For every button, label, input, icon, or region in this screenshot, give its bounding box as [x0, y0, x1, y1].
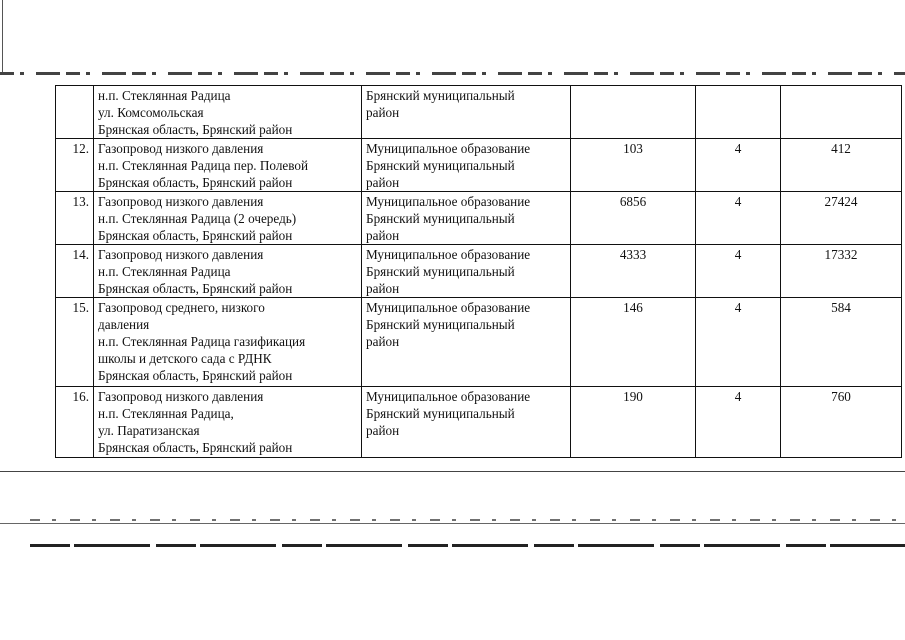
page-divider-line-lower: [0, 523, 905, 524]
object-name-line: Брянская область, Брянский район: [98, 122, 293, 137]
quantity-cell: [696, 86, 781, 139]
row-number-cell: 14.: [56, 245, 94, 298]
table-body: [56, 86, 902, 458]
table-row: [56, 245, 902, 298]
owner-line: район: [366, 175, 400, 190]
value-cell: 103: [571, 139, 696, 192]
owner-line: Брянский муниципальный: [366, 264, 515, 279]
owner-cell: [362, 86, 571, 139]
page-divider-line: [0, 471, 905, 472]
owner-line: район: [366, 281, 400, 296]
quantity-cell: 4: [696, 298, 781, 387]
scan-dash-artifact-bottom: [30, 544, 905, 547]
value-cell: [571, 86, 696, 139]
owner-cell: [362, 298, 571, 387]
row-number-cell: 12.: [56, 139, 94, 192]
object-name-line: Брянская область, Брянский район: [98, 368, 293, 383]
object-name-line: Брянская область, Брянский район: [98, 228, 293, 243]
table-row: [56, 298, 902, 387]
object-name-cell: [94, 192, 362, 245]
object-name-line: Газопровод низкого давления: [98, 194, 264, 209]
owner-line: Муниципальное образование: [366, 194, 531, 209]
table-row: [56, 192, 902, 245]
total-cell: 27424: [781, 192, 902, 245]
object-name-line: Газопровод низкого давления: [98, 141, 264, 156]
object-name-line: Брянская область, Брянский район: [98, 281, 293, 296]
owner-cell: [362, 139, 571, 192]
owner-cell: [362, 245, 571, 298]
object-name-cell: [94, 387, 362, 458]
owner-line: Брянский муниципальный: [366, 211, 515, 226]
owner-line: Муниципальное образование: [366, 389, 531, 404]
table-row: [56, 86, 902, 139]
object-name-line: н.п. Стеклянная Радица газификация: [98, 334, 306, 349]
object-name-line: н.п. Стеклянная Радица: [98, 88, 231, 103]
owner-line: район: [366, 105, 400, 120]
value-cell: 6856: [571, 192, 696, 245]
total-cell: [781, 86, 902, 139]
row-number-cell: 15.: [56, 298, 94, 387]
object-name-cell: [94, 139, 362, 192]
owner-line: Муниципальное образование: [366, 300, 531, 315]
total-cell: 17332: [781, 245, 902, 298]
owner-cell: [362, 387, 571, 458]
owner-line: Муниципальное образование: [366, 141, 531, 156]
quantity-cell: 4: [696, 192, 781, 245]
value-cell: 4333: [571, 245, 696, 298]
scan-edge-artifact: [2, 0, 3, 72]
table-row: [56, 139, 902, 192]
object-name-line: Газопровод среднего, низкого: [98, 300, 265, 315]
total-cell: 760: [781, 387, 902, 458]
object-name-line: н.п. Стеклянная Радица (2 очередь): [98, 211, 297, 226]
scan-dash-artifact-middle: [30, 519, 905, 521]
object-name-line: Газопровод низкого давления: [98, 389, 264, 404]
object-name-line: Брянская область, Брянский район: [98, 440, 293, 455]
quantity-cell: 4: [696, 245, 781, 298]
scan-dash-artifact-top: [0, 72, 905, 75]
owner-line: Брянский муниципальный: [366, 317, 515, 332]
owner-line: Брянский муниципальный: [366, 158, 515, 173]
table-row: [56, 387, 902, 458]
total-cell: 584: [781, 298, 902, 387]
owner-line: район: [366, 334, 400, 349]
owner-line: Брянский муниципальный: [366, 406, 515, 421]
value-cell: 146: [571, 298, 696, 387]
object-name-line: н.п. Стеклянная Радица: [98, 264, 231, 279]
object-name-line: ул. Комсомольская: [98, 105, 204, 120]
object-name-line: Газопровод низкого давления: [98, 247, 264, 262]
row-number-cell: [56, 86, 94, 139]
quantity-cell: 4: [696, 387, 781, 458]
owner-line: Брянский муниципальный: [366, 88, 515, 103]
object-name-cell: [94, 298, 362, 387]
owner-line: Муниципальное образование: [366, 247, 531, 262]
object-name-line: давления: [98, 317, 150, 332]
gas-pipeline-table: [55, 85, 902, 458]
owner-line: район: [366, 423, 400, 438]
owner-cell: [362, 192, 571, 245]
object-name-line: школы и детского сада с РДНК: [98, 351, 272, 366]
object-name-line: н.п. Стеклянная Радица пер. Полевой: [98, 158, 309, 173]
object-name-cell: [94, 86, 362, 139]
object-name-line: Брянская область, Брянский район: [98, 175, 293, 190]
object-name-line: ул. Паратизанская: [98, 423, 200, 438]
owner-line: район: [366, 228, 400, 243]
row-number-cell: 13.: [56, 192, 94, 245]
object-name-line: н.п. Стеклянная Радица,: [98, 406, 234, 421]
row-number-cell: 16.: [56, 387, 94, 458]
object-name-cell: [94, 245, 362, 298]
total-cell: 412: [781, 139, 902, 192]
quantity-cell: 4: [696, 139, 781, 192]
value-cell: 190: [571, 387, 696, 458]
